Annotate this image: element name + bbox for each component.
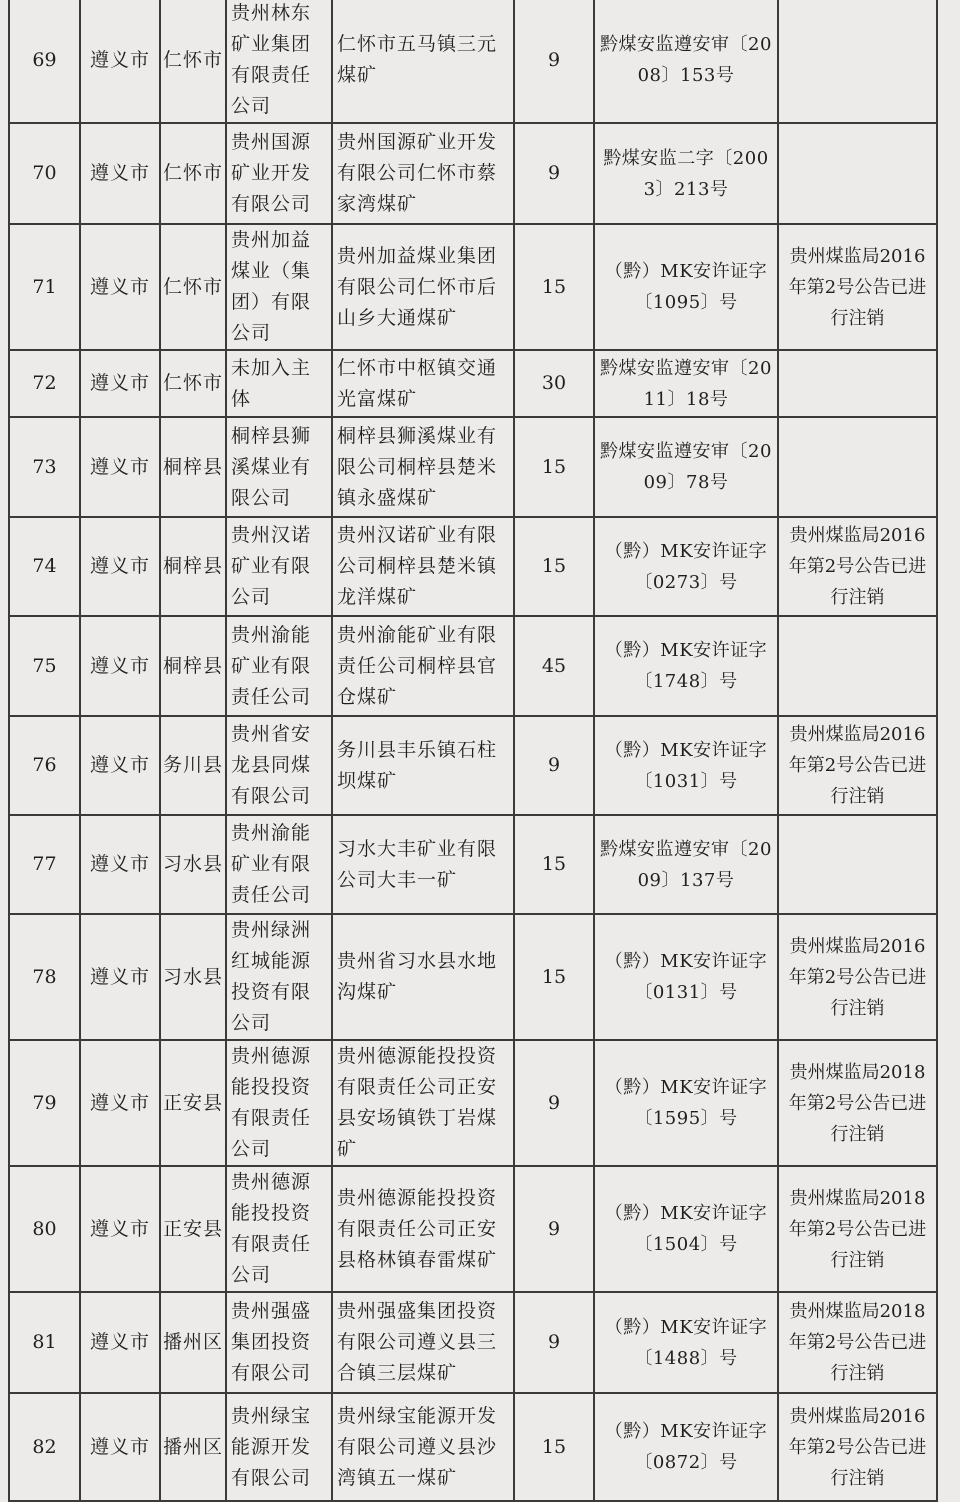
county-cell: 仁怀市 <box>160 350 226 417</box>
mine-name-cell: 贵州加益煤业集团有限公司仁怀市后山乡大通煤矿 <box>332 224 514 350</box>
company-cell: 贵州汉诺矿业有限公司 <box>226 517 332 616</box>
county-cell: 仁怀市 <box>160 0 226 123</box>
mine-name-cell: 务川县丰乐镇石柱坝煤矿 <box>332 716 514 815</box>
permit-cell: （黔）MK安许证字〔1504〕号 <box>594 1166 778 1292</box>
city-cell: 遵义市 <box>80 1040 160 1166</box>
mine-name-cell: 桐梓县狮溪煤业有限公司桐梓县楚米镇永盛煤矿 <box>332 417 514 517</box>
mine-name-cell: 贵州德源能投投资有限责任公司正安县格林镇春雷煤矿 <box>332 1166 514 1292</box>
table-row <box>9 616 937 716</box>
table-row <box>9 123 937 224</box>
remark-cell <box>778 815 937 914</box>
row-number: 80 <box>9 1166 80 1292</box>
city-cell: 遵义市 <box>80 517 160 616</box>
city-cell: 遵义市 <box>80 123 160 224</box>
permit-cell: 黔煤安监遵安审〔2008〕153号 <box>594 0 778 123</box>
permit-cell: （黔）MK安许证字〔1031〕号 <box>594 716 778 815</box>
company-cell: 桐梓县狮溪煤业有限公司 <box>226 417 332 517</box>
capacity-cell: 30 <box>514 350 594 417</box>
remark-cell: 贵州煤监局2018年第2号公告已进行注销 <box>778 1040 937 1166</box>
city-cell: 遵义市 <box>80 1166 160 1292</box>
row-number: 73 <box>9 417 80 517</box>
company-cell: 贵州加益煤业（集团）有限公司 <box>226 224 332 350</box>
table-body <box>9 0 937 1501</box>
company-cell: 贵州绿洲红城能源投资有限公司 <box>226 914 332 1040</box>
table-row <box>9 1292 937 1393</box>
company-cell: 贵州渝能矿业有限责任公司 <box>226 815 332 914</box>
remark-cell: 贵州煤监局2016年第2号公告已进行注销 <box>778 224 937 350</box>
table-row <box>9 350 937 417</box>
company-cell: 贵州绿宝能源开发有限公司 <box>226 1393 332 1501</box>
remark-cell <box>778 350 937 417</box>
company-cell: 贵州德源能投投资有限责任公司 <box>226 1040 332 1166</box>
table-row <box>9 417 937 517</box>
county-cell: 播州区 <box>160 1292 226 1393</box>
table-row <box>9 0 937 123</box>
county-cell: 仁怀市 <box>160 123 226 224</box>
mine-name-cell: 贵州强盛集团投资有限公司遵义县三合镇三层煤矿 <box>332 1292 514 1393</box>
city-cell: 遵义市 <box>80 224 160 350</box>
row-number: 82 <box>9 1393 80 1501</box>
company-cell: 贵州德源能投投资有限责任公司 <box>226 1166 332 1292</box>
permit-cell: （黔）MK安许证字〔0273〕号 <box>594 517 778 616</box>
permit-cell: （黔）MK安许证字〔0131〕号 <box>594 914 778 1040</box>
remark-cell <box>778 123 937 224</box>
company-cell: 贵州林东矿业集团有限责任公司 <box>226 0 332 123</box>
row-number: 76 <box>9 716 80 815</box>
row-number: 81 <box>9 1292 80 1393</box>
capacity-cell: 45 <box>514 616 594 716</box>
permit-cell: （黔）MK安许证字〔1595〕号 <box>594 1040 778 1166</box>
remark-cell: 贵州煤监局2016年第2号公告已进行注销 <box>778 914 937 1040</box>
mine-name-cell: 贵州渝能矿业有限责任公司桐梓县官仓煤矿 <box>332 616 514 716</box>
permit-cell: 黔煤安监遵安审〔2011〕18号 <box>594 350 778 417</box>
city-cell: 遵义市 <box>80 1393 160 1501</box>
city-cell: 遵义市 <box>80 815 160 914</box>
city-cell: 遵义市 <box>80 0 160 123</box>
county-cell: 正安县 <box>160 1040 226 1166</box>
table-row <box>9 517 937 616</box>
row-number: 69 <box>9 0 80 123</box>
county-cell: 习水县 <box>160 914 226 1040</box>
remark-cell: 贵州煤监局2016年第2号公告已进行注销 <box>778 716 937 815</box>
mine-name-cell: 贵州省习水县水地沟煤矿 <box>332 914 514 1040</box>
capacity-cell: 9 <box>514 716 594 815</box>
mine-name-cell: 贵州绿宝能源开发有限公司遵义县沙湾镇五一煤矿 <box>332 1393 514 1501</box>
remark-cell <box>778 616 937 716</box>
mine-name-cell: 仁怀市五马镇三元煤矿 <box>332 0 514 123</box>
city-cell: 遵义市 <box>80 417 160 517</box>
table-row <box>9 1166 937 1292</box>
permit-cell: 黔煤安监二字〔2003〕213号 <box>594 123 778 224</box>
table-row <box>9 716 937 815</box>
table-row <box>9 815 937 914</box>
row-number: 78 <box>9 914 80 1040</box>
remark-cell <box>778 0 937 123</box>
remark-cell <box>778 417 937 517</box>
city-cell: 遵义市 <box>80 616 160 716</box>
row-number: 72 <box>9 350 80 417</box>
company-cell: 未加入主体 <box>226 350 332 417</box>
county-cell: 播州区 <box>160 1393 226 1501</box>
city-cell: 遵义市 <box>80 1292 160 1393</box>
table-row <box>9 224 937 350</box>
table-row <box>9 914 937 1040</box>
mine-name-cell: 仁怀市中枢镇交通光富煤矿 <box>332 350 514 417</box>
county-cell: 习水县 <box>160 815 226 914</box>
table-row <box>9 1393 937 1501</box>
mine-name-cell: 习水大丰矿业有限公司大丰一矿 <box>332 815 514 914</box>
capacity-cell: 15 <box>514 914 594 1040</box>
capacity-cell: 15 <box>514 417 594 517</box>
city-cell: 遵义市 <box>80 914 160 1040</box>
permit-cell: （黔）MK安许证字〔1488〕号 <box>594 1292 778 1393</box>
county-cell: 仁怀市 <box>160 224 226 350</box>
capacity-cell: 9 <box>514 1040 594 1166</box>
permit-cell: 黔煤安监遵安审〔2009〕137号 <box>594 815 778 914</box>
row-number: 79 <box>9 1040 80 1166</box>
capacity-cell: 15 <box>514 815 594 914</box>
capacity-cell: 15 <box>514 517 594 616</box>
permit-cell: （黔）MK安许证字〔1095〕号 <box>594 224 778 350</box>
table-row <box>9 1040 937 1166</box>
row-number: 75 <box>9 616 80 716</box>
capacity-cell: 15 <box>514 224 594 350</box>
row-number: 77 <box>9 815 80 914</box>
capacity-cell: 9 <box>514 123 594 224</box>
company-cell: 贵州省安龙县同煤有限公司 <box>226 716 332 815</box>
permit-cell: （黔）MK安许证字〔0872〕号 <box>594 1393 778 1501</box>
city-cell: 遵义市 <box>80 350 160 417</box>
capacity-cell: 9 <box>514 1166 594 1292</box>
county-cell: 桐梓县 <box>160 616 226 716</box>
remark-cell: 贵州煤监局2016年第2号公告已进行注销 <box>778 517 937 616</box>
mine-name-cell: 贵州国源矿业开发有限公司仁怀市蔡家湾煤矿 <box>332 123 514 224</box>
mine-name-cell: 贵州德源能投投资有限责任公司正安县安场镇铁丁岩煤矿 <box>332 1040 514 1166</box>
row-number: 74 <box>9 517 80 616</box>
row-number: 71 <box>9 224 80 350</box>
county-cell: 务川县 <box>160 716 226 815</box>
capacity-cell: 9 <box>514 0 594 123</box>
remark-cell: 贵州煤监局2016年第2号公告已进行注销 <box>778 1393 937 1501</box>
county-cell: 桐梓县 <box>160 417 226 517</box>
capacity-cell: 15 <box>514 1393 594 1501</box>
permit-cell: （黔）MK安许证字〔1748〕号 <box>594 616 778 716</box>
coal-mine-table <box>8 0 938 1502</box>
company-cell: 贵州强盛集团投资有限公司 <box>226 1292 332 1393</box>
county-cell: 桐梓县 <box>160 517 226 616</box>
city-cell: 遵义市 <box>80 716 160 815</box>
company-cell: 贵州国源矿业开发有限公司 <box>226 123 332 224</box>
row-number: 70 <box>9 123 80 224</box>
permit-cell: 黔煤安监遵安审〔2009〕78号 <box>594 417 778 517</box>
capacity-cell: 9 <box>514 1292 594 1393</box>
mine-name-cell: 贵州汉诺矿业有限公司桐梓县楚米镇龙洋煤矿 <box>332 517 514 616</box>
remark-cell: 贵州煤监局2018年第2号公告已进行注销 <box>778 1166 937 1292</box>
remark-cell: 贵州煤监局2018年第2号公告已进行注销 <box>778 1292 937 1393</box>
county-cell: 正安县 <box>160 1166 226 1292</box>
company-cell: 贵州渝能矿业有限责任公司 <box>226 616 332 716</box>
